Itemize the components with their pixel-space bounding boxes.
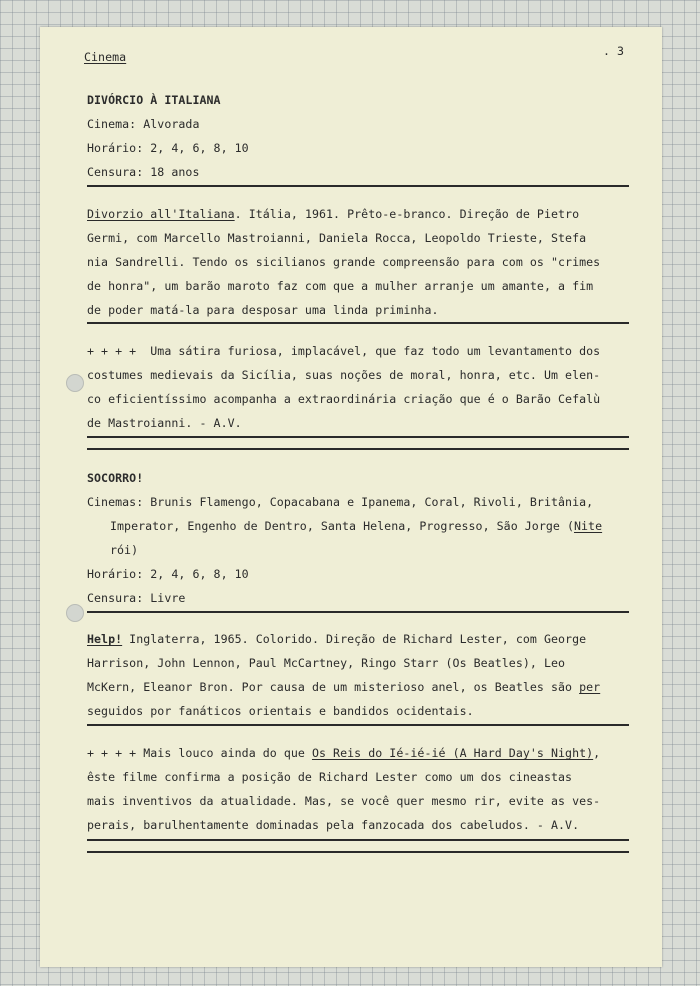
- review-line: de Mastroianni. - A.V.: [87, 416, 242, 430]
- review-line: + + + + Mais louco ainda do que Os Reis do Ié-ié-ié (A Hard Day's Night),: [87, 746, 601, 760]
- film-reference: Os Reis do Ié-ié-ié (A Hard Day's Night): [311, 746, 594, 760]
- original-title: Help!: [87, 632, 123, 646]
- punch-hole: [66, 604, 84, 622]
- censura-line: Censura: 18 anos: [87, 165, 200, 179]
- review-line: costumes medievais da Sicília, suas noções de moral, honra, etc. Um elen-: [87, 368, 601, 382]
- synopsis-line: seguidos por fanáticos orientais e bandidos ocidentais.: [87, 704, 474, 718]
- divider: [87, 851, 629, 853]
- synopsis-line: Germi, com Marcello Mastroianni, Daniela Rocca, Leopoldo Trieste, Stefa: [87, 231, 587, 245]
- film-title: SOCORRO!: [87, 471, 144, 485]
- original-title: Divorzio all'Italiana: [87, 207, 235, 221]
- synopsis-line: de poder matá-la para desposar uma linda priminha.: [87, 303, 439, 317]
- review-line: co eficientíssimo acompanha a extraordinária criação que é o Barão Cefalù: [87, 392, 601, 406]
- cinemas-line: Cinemas: Brunis Flamengo, Copacabana e Ipanema, Coral, Rivoli, Britânia,: [87, 495, 594, 509]
- review-line: mais inventivos da atualidade. Mas, se você quer mesmo rir, evite as ves-: [87, 794, 601, 808]
- divider: [87, 322, 629, 324]
- synopsis-line: Help! Inglaterra, 1965. Colorido. Direção de Richard Lester, com George: [87, 632, 587, 646]
- film-title: DIVÓRCIO À ITALIANA: [87, 93, 221, 107]
- divider: [87, 724, 629, 726]
- synopsis-line: de honra", um barão maroto faz com que a mulher arranje um amante, a fim: [87, 279, 594, 293]
- synopsis-line: nia Sandrelli. Tendo os sicilianos grande compreensão para com os "crimes: [87, 255, 601, 269]
- divider: [87, 839, 629, 841]
- divider: [87, 436, 629, 438]
- divider: [87, 448, 629, 450]
- synopsis-line: McKern, Eleanor Bron. Por causa de um misterioso anel, os Beatles são per: [87, 680, 601, 694]
- review-line: + + + + Uma sátira furiosa, implacável, que faz todo um levantamento dos: [87, 344, 601, 358]
- cinema-line: Cinema: Alvorada: [87, 117, 200, 131]
- divider: [87, 185, 629, 187]
- page-number: . 3: [603, 44, 625, 58]
- divider: [87, 611, 629, 613]
- review-line: êste filme confirma a posição de Richard Lester como um dos cineastas: [87, 770, 573, 784]
- horario-line: Horário: 2, 4, 6, 8, 10: [87, 141, 249, 155]
- censura-line: Censura: Livre: [87, 591, 186, 605]
- cinemas-line: rói): [110, 543, 139, 557]
- section-label: Cinema: [84, 50, 127, 64]
- horario-line: Horário: 2, 4, 6, 8, 10: [87, 567, 249, 581]
- cinemas-line: Imperator, Engenho de Dentro, Santa Helena, Progresso, São Jorge (Nite: [110, 519, 603, 533]
- synopsis-line: Divorzio all'Italiana. Itália, 1961. Prêto-e-branco. Direção de Pietro: [87, 207, 580, 221]
- review-line: perais, barulhentamente dominadas pela fanzocada dos cabeludos. - A.V.: [87, 818, 580, 832]
- punch-hole: [66, 374, 84, 392]
- synopsis-line: Harrison, John Lennon, Paul McCartney, Ringo Starr (Os Beatles), Leo: [87, 656, 566, 670]
